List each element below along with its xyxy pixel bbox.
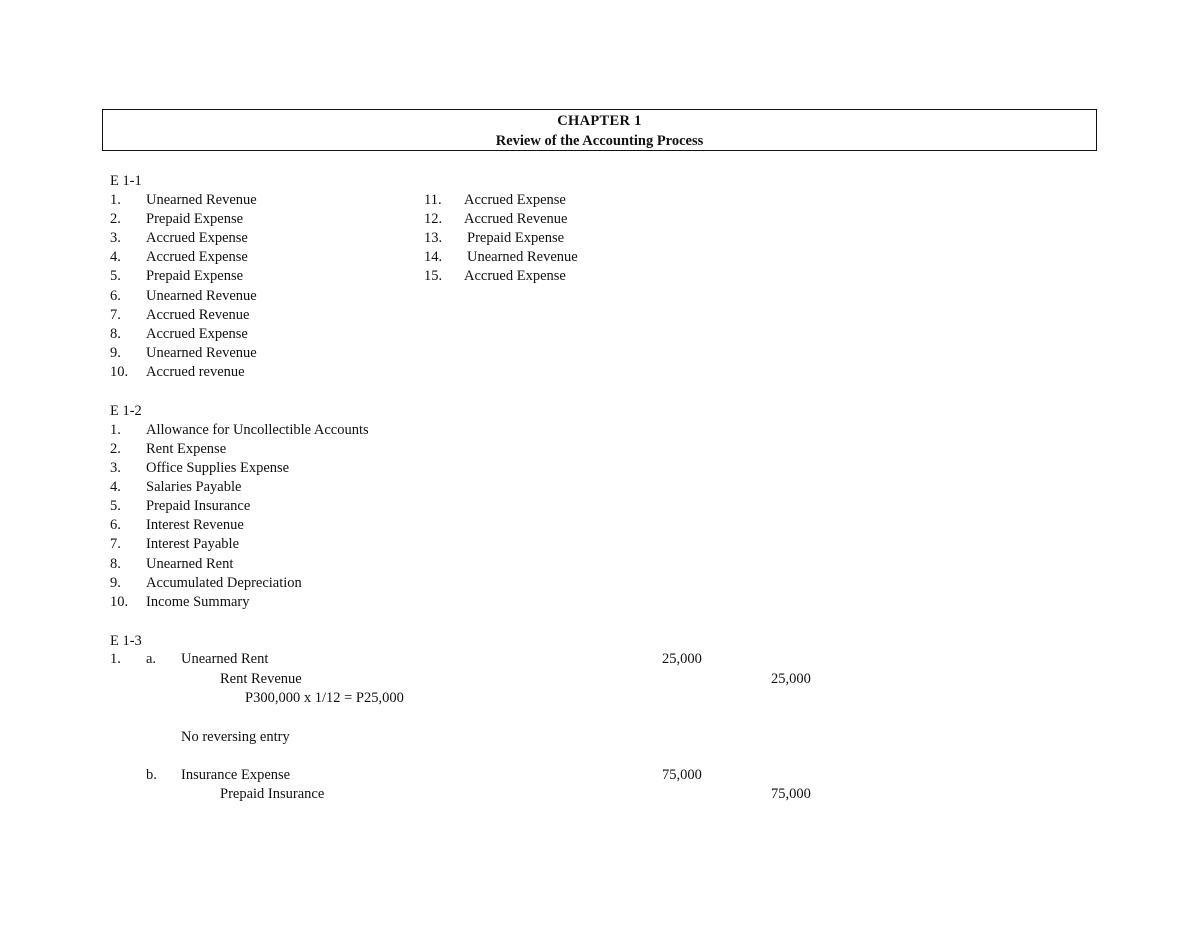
item-text: Unearned Rent <box>146 556 234 572</box>
debit-amount: 75,000 <box>662 767 702 783</box>
item-text: Accrued revenue <box>146 364 245 380</box>
item-text: Salaries Payable <box>146 479 242 495</box>
credit-account: Rent Revenue <box>220 671 302 687</box>
credit-account: Prepaid Insurance <box>220 786 325 802</box>
item-number: 7. <box>110 536 121 552</box>
chapter-title-box <box>102 109 1097 151</box>
reversing-note: No reversing entry <box>181 729 290 745</box>
item-number: 11. <box>424 192 442 208</box>
item-number: 10. <box>110 364 129 380</box>
item-text: Accrued Expense <box>146 230 248 246</box>
item-number: 12. <box>424 211 443 227</box>
item-number: 2. <box>110 441 121 457</box>
item-text: Accrued Expense <box>464 268 566 284</box>
item-text: Interest Payable <box>146 536 240 552</box>
e12-label: E 1-2 <box>110 403 142 419</box>
item-text: Allowance for Uncollectible Accounts <box>146 422 369 438</box>
item-text: Prepaid Insurance <box>146 498 251 514</box>
item-number: 1. <box>110 192 121 208</box>
credit-amount: 75,000 <box>771 786 811 802</box>
item-text: Accrued Expense <box>146 326 248 342</box>
item-text: Prepaid Expense <box>467 230 565 246</box>
item-number: 10. <box>110 594 129 610</box>
item-text: Office Supplies Expense <box>146 460 290 476</box>
e13-label: E 1-3 <box>110 633 142 649</box>
item-number: 6. <box>110 517 121 533</box>
item-text: Rent Expense <box>146 441 227 457</box>
computation-note: P300,000 x 1/12 = P25,000 <box>245 690 404 706</box>
item-number: 6. <box>110 288 121 304</box>
item-text: Unearned Revenue <box>467 249 578 265</box>
item-number: 8. <box>110 556 121 572</box>
chapter-subtitle: Review of the Accounting Process <box>495 133 704 149</box>
item-number: 9. <box>110 575 121 591</box>
item-text: Prepaid Expense <box>146 268 244 284</box>
item-text: Unearned Revenue <box>146 345 257 361</box>
item-number: 4. <box>110 479 121 495</box>
item-text: Accrued Revenue <box>464 211 568 227</box>
item-text: Unearned Revenue <box>146 192 257 208</box>
item-number: 2. <box>110 211 121 227</box>
item-text: Prepaid Expense <box>146 211 244 227</box>
item-number: 15. <box>424 268 443 284</box>
item-number: 13. <box>424 230 443 246</box>
item-number: 5. <box>110 268 121 284</box>
item-text: Unearned Revenue <box>146 288 257 304</box>
item-text: Accrued Revenue <box>146 307 250 323</box>
item-number: 8. <box>110 326 121 342</box>
credit-amount: 25,000 <box>771 671 811 687</box>
item-number: 3. <box>110 230 121 246</box>
entry-letter-b: b. <box>146 767 157 783</box>
item-number: 5. <box>110 498 121 514</box>
item-number: 4. <box>110 249 121 265</box>
item-number: 3. <box>110 460 121 476</box>
item-number: 9. <box>110 345 121 361</box>
item-text: Income Summary <box>146 594 250 610</box>
item-number: 7. <box>110 307 121 323</box>
item-number: 14. <box>424 249 443 265</box>
item-number: 1. <box>110 651 121 667</box>
debit-account: Insurance Expense <box>181 767 291 783</box>
item-text: Interest Revenue <box>146 517 244 533</box>
entry-letter-a: a. <box>146 651 157 667</box>
item-number: 1. <box>110 422 121 438</box>
item-text: Accumulated Depreciation <box>146 575 302 591</box>
debit-account: Unearned Rent <box>181 651 269 667</box>
item-text: Accrued Expense <box>464 192 566 208</box>
item-text: Accrued Expense <box>146 249 248 265</box>
e11-label: E 1-1 <box>110 173 142 189</box>
chapter-heading: CHAPTER 1 <box>557 113 642 129</box>
debit-amount: 25,000 <box>662 651 702 667</box>
